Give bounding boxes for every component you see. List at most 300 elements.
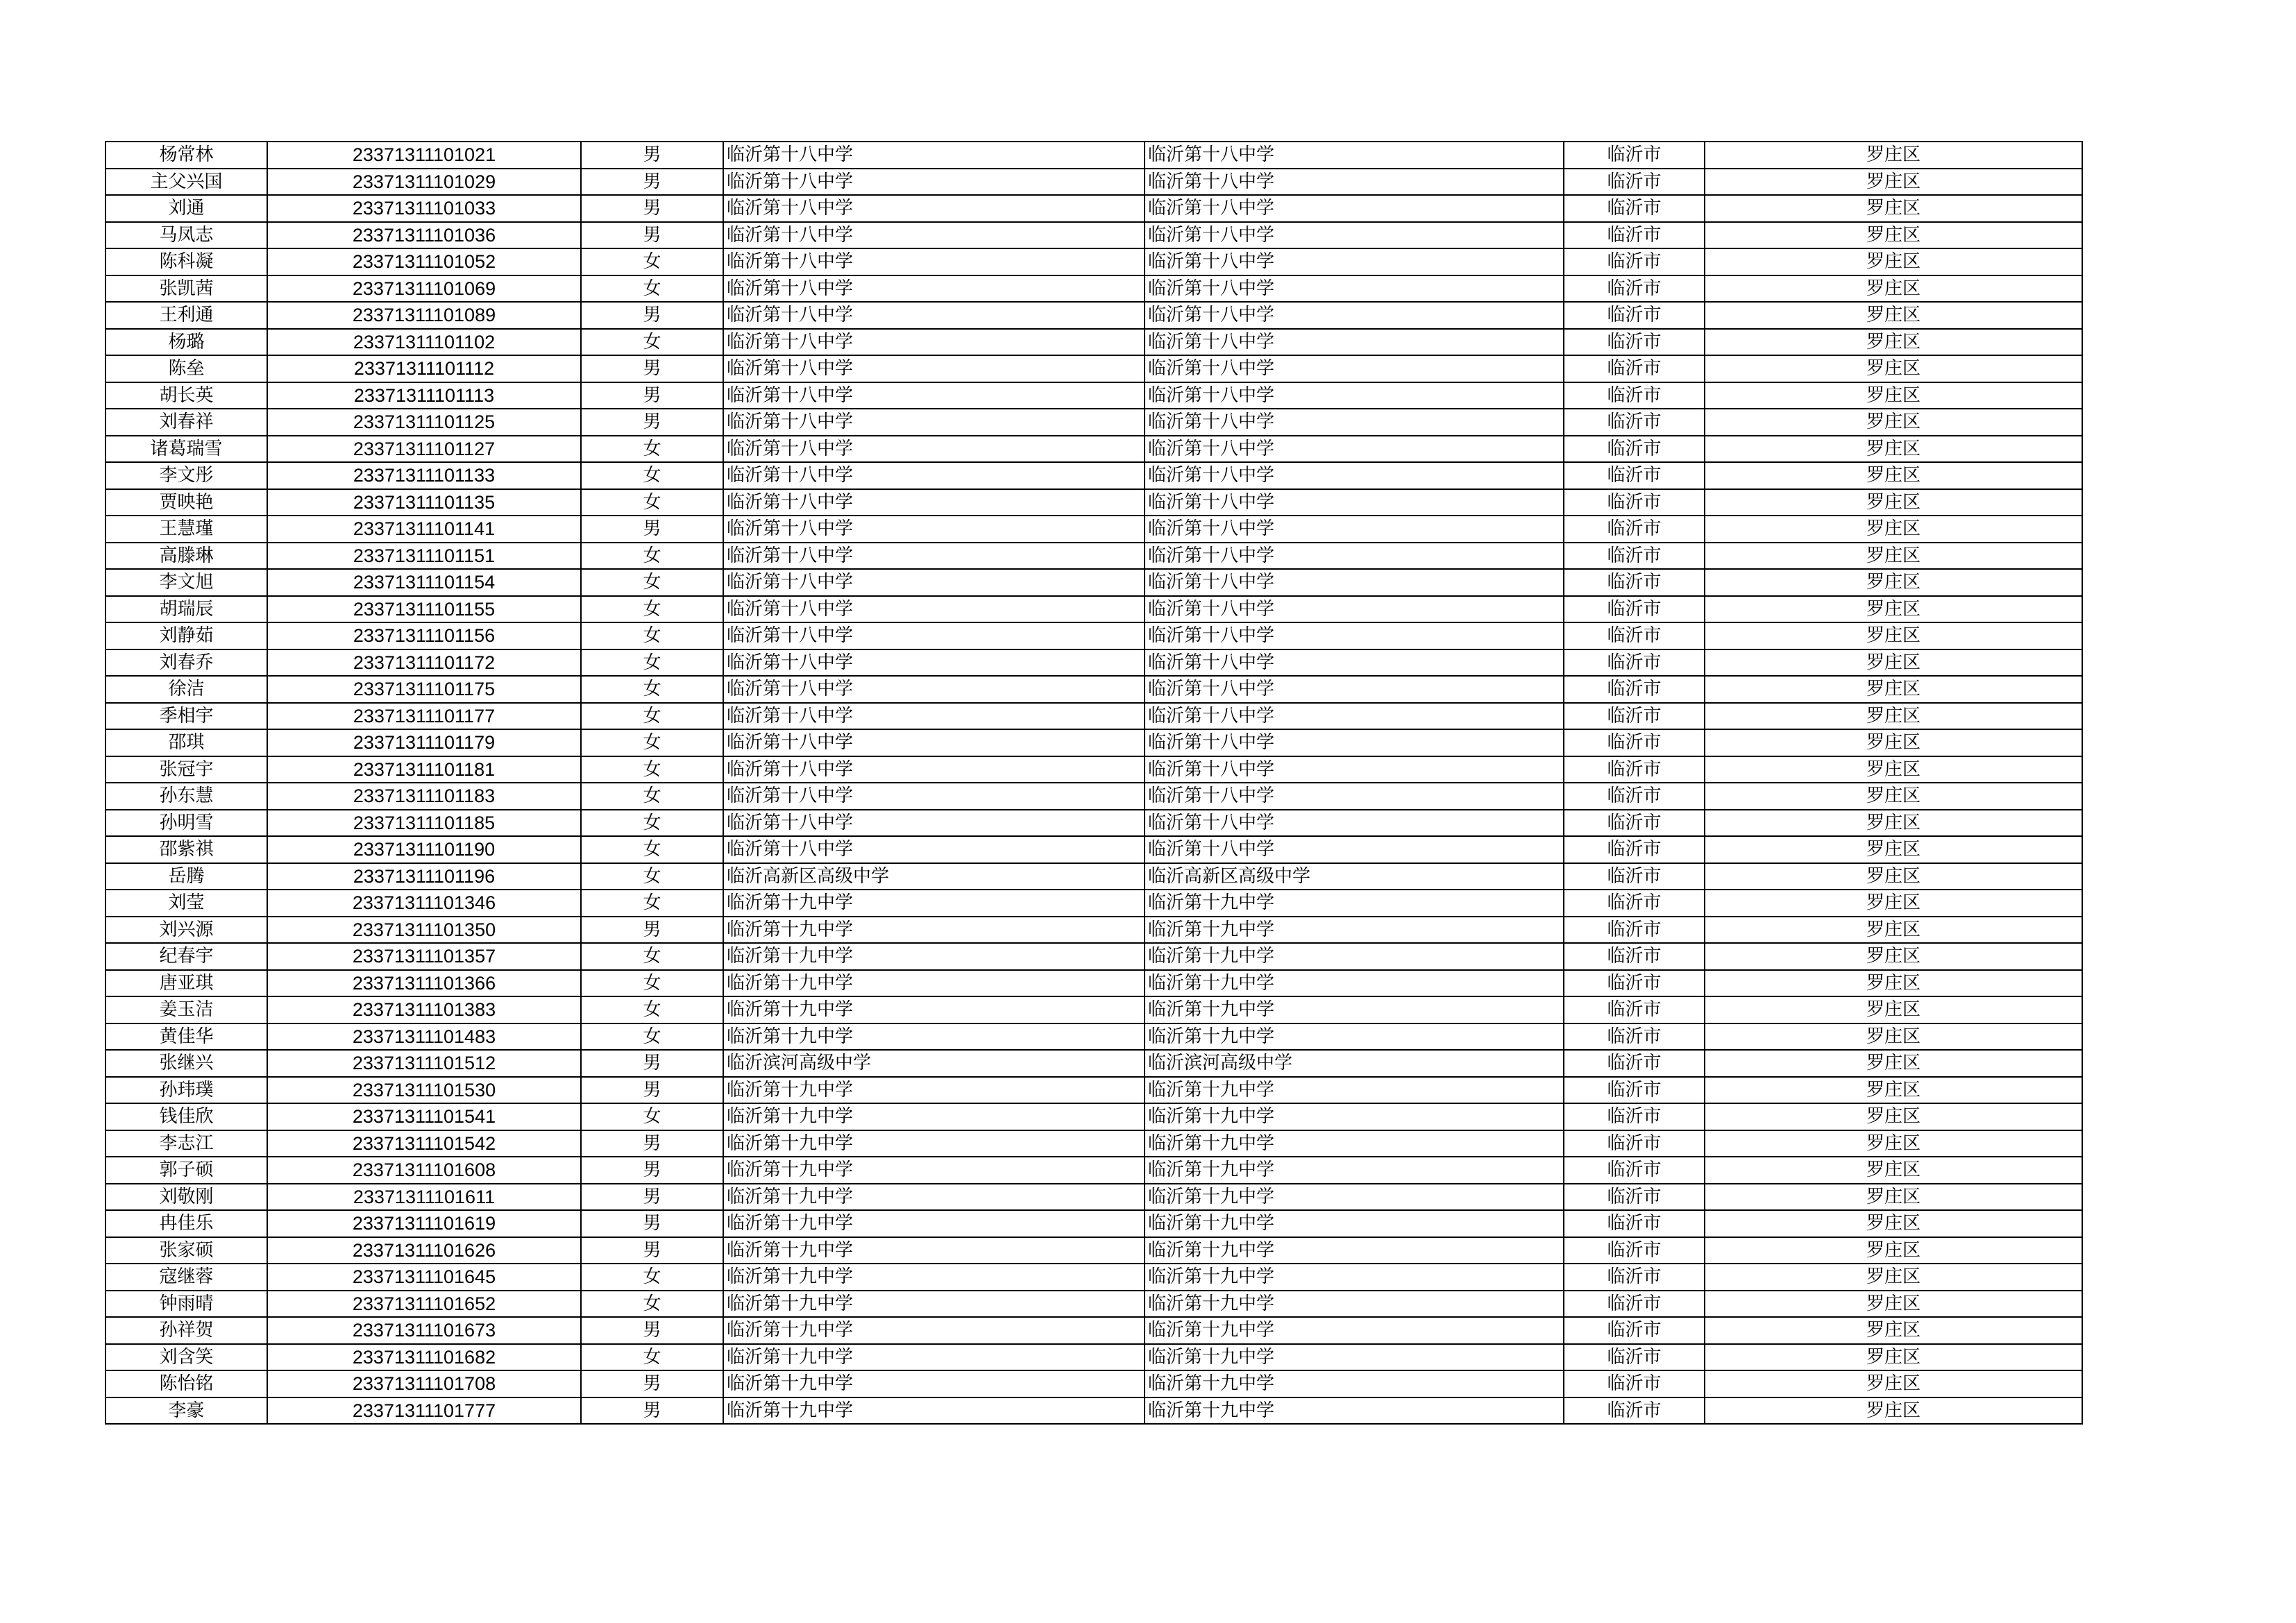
school-cell-2: 临沂第十八中学 [1145, 462, 1564, 489]
student-name-cell: 唐亚琪 [105, 970, 267, 997]
student-name-cell: 刘春祥 [105, 409, 267, 436]
school-cell-2: 临沂第十八中学 [1145, 836, 1564, 863]
table-row [105, 382, 2082, 409]
student-id-cell: 23371311101652 [267, 1291, 581, 1318]
city-cell: 临沂市 [1564, 1370, 1705, 1397]
student-id-cell: 23371311101102 [267, 329, 581, 356]
school-cell-2: 临沂第十八中学 [1145, 436, 1564, 463]
city-cell: 临沂市 [1564, 622, 1705, 649]
table-row [105, 436, 2082, 463]
table-row [105, 596, 2082, 623]
school-cell-2: 临沂第十八中学 [1145, 596, 1564, 623]
table-row [105, 1023, 2082, 1051]
school-cell: 临沂第十八中学 [723, 810, 1145, 837]
student-id-cell: 23371311101021 [267, 142, 581, 169]
table-row [105, 970, 2082, 997]
student-id-cell: 23371311101151 [267, 543, 581, 570]
school-cell: 临沂第十九中学 [723, 917, 1145, 944]
student-name-cell: 张冠宇 [105, 756, 267, 783]
school-cell-2: 临沂第十九中学 [1145, 1184, 1564, 1211]
school-cell: 临沂第十八中学 [723, 462, 1145, 489]
gender-cell: 女 [581, 1023, 723, 1051]
gender-cell: 女 [581, 1344, 723, 1371]
gender-cell: 男 [581, 222, 723, 249]
table-row [105, 1210, 2082, 1237]
city-cell: 临沂市 [1564, 943, 1705, 970]
district-cell: 罗庄区 [1705, 1023, 2082, 1051]
school-cell-2: 临沂第十九中学 [1145, 1130, 1564, 1157]
district-cell: 罗庄区 [1705, 329, 2082, 356]
district-cell: 罗庄区 [1705, 1050, 2082, 1077]
table-row [105, 329, 2082, 356]
city-cell: 临沂市 [1564, 996, 1705, 1023]
city-cell: 临沂市 [1564, 1344, 1705, 1371]
city-cell: 临沂市 [1564, 516, 1705, 543]
student-id-cell: 23371311101611 [267, 1184, 581, 1211]
school-cell-2: 临沂第十八中学 [1145, 355, 1564, 382]
city-cell: 临沂市 [1564, 169, 1705, 196]
gender-cell: 男 [581, 516, 723, 543]
table-row [105, 1264, 2082, 1291]
table-row [105, 195, 2082, 222]
district-cell: 罗庄区 [1705, 1291, 2082, 1318]
district-cell: 罗庄区 [1705, 222, 2082, 249]
student-id-cell: 23371311101483 [267, 1023, 581, 1051]
table-row [105, 996, 2082, 1023]
table-row [105, 890, 2082, 917]
district-cell: 罗庄区 [1705, 462, 2082, 489]
school-cell: 临沂第十八中学 [723, 836, 1145, 863]
school-cell: 临沂第十八中学 [723, 222, 1145, 249]
school-cell: 临沂第十八中学 [723, 569, 1145, 596]
student-name-cell: 寇继蓉 [105, 1264, 267, 1291]
school-cell-2: 临沂第十九中学 [1145, 1023, 1564, 1051]
gender-cell: 女 [581, 329, 723, 356]
school-cell: 临沂第十八中学 [723, 729, 1145, 756]
district-cell: 罗庄区 [1705, 169, 2082, 196]
school-cell: 临沂第十八中学 [723, 676, 1145, 703]
table-row [105, 836, 2082, 863]
city-cell: 临沂市 [1564, 863, 1705, 890]
gender-cell: 男 [581, 142, 723, 169]
school-cell: 临沂第十八中学 [723, 409, 1145, 436]
gender-cell: 女 [581, 756, 723, 783]
table-row [105, 1077, 2082, 1104]
student-name-cell: 刘通 [105, 195, 267, 222]
gender-cell: 女 [581, 275, 723, 303]
school-cell: 临沂第十八中学 [723, 142, 1145, 169]
student-id-cell: 23371311101183 [267, 783, 581, 810]
gender-cell: 女 [581, 676, 723, 703]
school-cell: 临沂第十八中学 [723, 382, 1145, 409]
gender-cell: 女 [581, 649, 723, 677]
gender-cell: 女 [581, 1291, 723, 1318]
school-cell: 临沂第十九中学 [723, 1237, 1145, 1264]
city-cell: 临沂市 [1564, 1103, 1705, 1130]
school-cell-2: 临沂第十八中学 [1145, 676, 1564, 703]
student-name-cell: 王慧瑾 [105, 516, 267, 543]
school-cell-2: 临沂第十九中学 [1145, 917, 1564, 944]
city-cell: 临沂市 [1564, 1397, 1705, 1425]
school-cell-2: 临沂第十八中学 [1145, 729, 1564, 756]
gender-cell: 男 [581, 1130, 723, 1157]
school-cell: 临沂第十八中学 [723, 302, 1145, 329]
school-cell-2: 临沂第十八中学 [1145, 810, 1564, 837]
gender-cell: 男 [581, 1050, 723, 1077]
table-row [105, 729, 2082, 756]
district-cell: 罗庄区 [1705, 1344, 2082, 1371]
student-name-cell: 杨常林 [105, 142, 267, 169]
school-cell: 临沂第十九中学 [723, 970, 1145, 997]
student-id-cell: 23371311101350 [267, 917, 581, 944]
district-cell: 罗庄区 [1705, 382, 2082, 409]
city-cell: 临沂市 [1564, 756, 1705, 783]
district-cell: 罗庄区 [1705, 1317, 2082, 1344]
gender-cell: 女 [581, 863, 723, 890]
school-cell-2: 临沂第十九中学 [1145, 1237, 1564, 1264]
student-name-cell: 孙明雪 [105, 810, 267, 837]
student-table [105, 141, 2083, 1425]
school-cell: 临沂第十八中学 [723, 275, 1145, 303]
city-cell: 临沂市 [1564, 810, 1705, 837]
school-cell: 临沂第十九中学 [723, 1370, 1145, 1397]
table-row [105, 783, 2082, 810]
city-cell: 临沂市 [1564, 1077, 1705, 1104]
school-cell-2: 临沂第十八中学 [1145, 382, 1564, 409]
district-cell: 罗庄区 [1705, 1077, 2082, 1104]
school-cell: 临沂第十九中学 [723, 1397, 1145, 1425]
city-cell: 临沂市 [1564, 1050, 1705, 1077]
table-row [105, 1130, 2082, 1157]
student-id-cell: 23371311101682 [267, 1344, 581, 1371]
gender-cell: 女 [581, 436, 723, 463]
school-cell: 临沂第十八中学 [723, 169, 1145, 196]
student-name-cell: 李豪 [105, 1397, 267, 1425]
school-cell: 临沂第十九中学 [723, 1317, 1145, 1344]
gender-cell: 女 [581, 543, 723, 570]
city-cell: 临沂市 [1564, 1210, 1705, 1237]
gender-cell: 男 [581, 1184, 723, 1211]
district-cell: 罗庄区 [1705, 1157, 2082, 1184]
student-id-cell: 23371311101113 [267, 382, 581, 409]
student-id-cell: 23371311101069 [267, 275, 581, 303]
gender-cell: 女 [581, 729, 723, 756]
student-name-cell: 岳腾 [105, 863, 267, 890]
school-cell-2: 临沂第十九中学 [1145, 1103, 1564, 1130]
student-name-cell: 马凤志 [105, 222, 267, 249]
student-id-cell: 23371311101181 [267, 756, 581, 783]
school-cell-2: 临沂第十九中学 [1145, 943, 1564, 970]
student-id-cell: 23371311101112 [267, 355, 581, 382]
student-name-cell: 冉佳乐 [105, 1210, 267, 1237]
school-cell-2: 临沂第十八中学 [1145, 329, 1564, 356]
district-cell: 罗庄区 [1705, 1370, 2082, 1397]
table-row [105, 1237, 2082, 1264]
student-name-cell: 贾映艳 [105, 489, 267, 516]
school-cell: 临沂第十八中学 [723, 756, 1145, 783]
student-name-cell: 张家硕 [105, 1237, 267, 1264]
table-row [105, 142, 2082, 169]
table-row [105, 355, 2082, 382]
gender-cell: 女 [581, 248, 723, 275]
student-name-cell: 陈怡铭 [105, 1370, 267, 1397]
district-cell: 罗庄区 [1705, 596, 2082, 623]
city-cell: 临沂市 [1564, 1264, 1705, 1291]
student-name-cell: 邵琪 [105, 729, 267, 756]
student-name-cell: 李志江 [105, 1130, 267, 1157]
student-id-cell: 23371311101512 [267, 1050, 581, 1077]
gender-cell: 女 [581, 890, 723, 917]
school-cell: 临沂第十八中学 [723, 248, 1145, 275]
school-cell: 临沂第十九中学 [723, 890, 1145, 917]
school-cell-2: 临沂第十八中学 [1145, 275, 1564, 303]
district-cell: 罗庄区 [1705, 195, 2082, 222]
student-id-cell: 23371311101172 [267, 649, 581, 677]
school-cell-2: 临沂第十九中学 [1145, 1370, 1564, 1397]
student-name-cell: 钟雨晴 [105, 1291, 267, 1318]
gender-cell: 女 [581, 1264, 723, 1291]
student-id-cell: 23371311101366 [267, 970, 581, 997]
district-cell: 罗庄区 [1705, 863, 2082, 890]
city-cell: 临沂市 [1564, 248, 1705, 275]
city-cell: 临沂市 [1564, 676, 1705, 703]
gender-cell: 女 [581, 703, 723, 730]
school-cell: 临沂第十九中学 [723, 1103, 1145, 1130]
district-cell: 罗庄区 [1705, 1237, 2082, 1264]
city-cell: 临沂市 [1564, 1291, 1705, 1318]
table-row [105, 622, 2082, 649]
student-id-cell: 23371311101135 [267, 489, 581, 516]
table-row [105, 943, 2082, 970]
school-cell: 临沂第十九中学 [723, 1077, 1145, 1104]
district-cell: 罗庄区 [1705, 622, 2082, 649]
district-cell: 罗庄区 [1705, 970, 2082, 997]
school-cell: 临沂第十八中学 [723, 649, 1145, 677]
city-cell: 临沂市 [1564, 836, 1705, 863]
city-cell: 临沂市 [1564, 142, 1705, 169]
student-id-cell: 23371311101036 [267, 222, 581, 249]
school-cell: 临沂第十九中学 [723, 996, 1145, 1023]
city-cell: 临沂市 [1564, 729, 1705, 756]
student-id-cell: 23371311101346 [267, 890, 581, 917]
school-cell-2: 临沂第十八中学 [1145, 222, 1564, 249]
gender-cell: 男 [581, 355, 723, 382]
student-id-cell: 23371311101089 [267, 302, 581, 329]
gender-cell: 男 [581, 1077, 723, 1104]
student-name-cell: 刘含笑 [105, 1344, 267, 1371]
school-cell: 临沂第十八中学 [723, 783, 1145, 810]
student-name-cell: 邵紫祺 [105, 836, 267, 863]
student-id-cell: 23371311101154 [267, 569, 581, 596]
student-name-cell: 高滕琳 [105, 543, 267, 570]
student-id-cell: 23371311101185 [267, 810, 581, 837]
district-cell: 罗庄区 [1705, 543, 2082, 570]
school-cell: 临沂第十八中学 [723, 195, 1145, 222]
gender-cell: 男 [581, 1397, 723, 1425]
student-name-cell: 陈科凝 [105, 248, 267, 275]
district-cell: 罗庄区 [1705, 1397, 2082, 1425]
table-body [105, 142, 2082, 1424]
school-cell-2: 临沂第十九中学 [1145, 970, 1564, 997]
gender-cell: 男 [581, 1210, 723, 1237]
student-name-cell: 纪春宇 [105, 943, 267, 970]
school-cell: 临沂第十八中学 [723, 543, 1145, 570]
district-cell: 罗庄区 [1705, 1130, 2082, 1157]
table-row [105, 917, 2082, 944]
table-row [105, 302, 2082, 329]
school-cell-2: 临沂高新区高级中学 [1145, 863, 1564, 890]
student-name-cell: 姜玉洁 [105, 996, 267, 1023]
student-name-cell: 季相宇 [105, 703, 267, 730]
district-cell: 罗庄区 [1705, 355, 2082, 382]
school-cell: 临沂第十八中学 [723, 516, 1145, 543]
school-cell: 临沂第十九中学 [723, 1291, 1145, 1318]
city-cell: 临沂市 [1564, 355, 1705, 382]
gender-cell: 女 [581, 489, 723, 516]
student-name-cell: 孙玮璞 [105, 1077, 267, 1104]
table-row [105, 489, 2082, 516]
district-cell: 罗庄区 [1705, 436, 2082, 463]
student-name-cell: 刘春乔 [105, 649, 267, 677]
district-cell: 罗庄区 [1705, 275, 2082, 303]
table-row [105, 1397, 2082, 1425]
city-cell: 临沂市 [1564, 703, 1705, 730]
district-cell: 罗庄区 [1705, 810, 2082, 837]
student-name-cell: 杨璐 [105, 329, 267, 356]
gender-cell: 男 [581, 195, 723, 222]
school-cell-2: 临沂滨河高级中学 [1145, 1050, 1564, 1077]
district-cell: 罗庄区 [1705, 569, 2082, 596]
school-cell: 临沂第十八中学 [723, 329, 1145, 356]
gender-cell: 男 [581, 1157, 723, 1184]
city-cell: 临沂市 [1564, 302, 1705, 329]
city-cell: 临沂市 [1564, 596, 1705, 623]
table-row [105, 169, 2082, 196]
city-cell: 临沂市 [1564, 917, 1705, 944]
district-cell: 罗庄区 [1705, 756, 2082, 783]
school-cell-2: 临沂第十九中学 [1145, 1344, 1564, 1371]
school-cell: 临沂第十九中学 [723, 1184, 1145, 1211]
gender-cell: 男 [581, 169, 723, 196]
student-id-cell: 23371311101357 [267, 943, 581, 970]
student-id-cell: 23371311101127 [267, 436, 581, 463]
table-row [105, 1184, 2082, 1211]
school-cell-2: 临沂第十八中学 [1145, 195, 1564, 222]
gender-cell: 女 [581, 970, 723, 997]
city-cell: 临沂市 [1564, 890, 1705, 917]
student-id-cell: 23371311101052 [267, 248, 581, 275]
gender-cell: 女 [581, 836, 723, 863]
student-name-cell: 刘莹 [105, 890, 267, 917]
table-row [105, 275, 2082, 303]
district-cell: 罗庄区 [1705, 649, 2082, 677]
city-cell: 临沂市 [1564, 436, 1705, 463]
school-cell-2: 临沂第十九中学 [1145, 1397, 1564, 1425]
student-name-cell: 刘静茹 [105, 622, 267, 649]
student-id-cell: 23371311101608 [267, 1157, 581, 1184]
table-row [105, 462, 2082, 489]
table-row [105, 1317, 2082, 1344]
city-cell: 临沂市 [1564, 489, 1705, 516]
student-name-cell: 王利通 [105, 302, 267, 329]
school-cell-2: 临沂第十八中学 [1145, 622, 1564, 649]
school-cell: 临沂第十八中学 [723, 355, 1145, 382]
city-cell: 临沂市 [1564, 543, 1705, 570]
table-row [105, 222, 2082, 249]
student-id-cell: 23371311101156 [267, 622, 581, 649]
table-row [105, 516, 2082, 543]
table-row [105, 1344, 2082, 1371]
table-row [105, 703, 2082, 730]
city-cell: 临沂市 [1564, 970, 1705, 997]
student-name-cell: 钱佳欣 [105, 1103, 267, 1130]
district-cell: 罗庄区 [1705, 1184, 2082, 1211]
gender-cell: 女 [581, 783, 723, 810]
gender-cell: 男 [581, 1317, 723, 1344]
city-cell: 临沂市 [1564, 1237, 1705, 1264]
student-id-cell: 23371311101141 [267, 516, 581, 543]
student-id-cell: 23371311101033 [267, 195, 581, 222]
student-id-cell: 23371311101619 [267, 1210, 581, 1237]
school-cell-2: 临沂第十八中学 [1145, 569, 1564, 596]
city-cell: 临沂市 [1564, 1317, 1705, 1344]
district-cell: 罗庄区 [1705, 142, 2082, 169]
gender-cell: 男 [581, 1370, 723, 1397]
school-cell: 临沂第十八中学 [723, 489, 1145, 516]
gender-cell: 男 [581, 302, 723, 329]
table-row [105, 1050, 2082, 1077]
student-name-cell: 李文彤 [105, 462, 267, 489]
gender-cell: 男 [581, 1237, 723, 1264]
district-cell: 罗庄区 [1705, 516, 2082, 543]
school-cell-2: 临沂第十八中学 [1145, 649, 1564, 677]
school-cell: 临沂滨河高级中学 [723, 1050, 1145, 1077]
city-cell: 临沂市 [1564, 195, 1705, 222]
district-cell: 罗庄区 [1705, 409, 2082, 436]
gender-cell: 男 [581, 382, 723, 409]
school-cell: 临沂第十八中学 [723, 436, 1145, 463]
school-cell: 临沂第十九中学 [723, 1264, 1145, 1291]
gender-cell: 女 [581, 943, 723, 970]
student-id-cell: 23371311101708 [267, 1370, 581, 1397]
gender-cell: 女 [581, 996, 723, 1023]
city-cell: 临沂市 [1564, 1130, 1705, 1157]
city-cell: 临沂市 [1564, 329, 1705, 356]
gender-cell: 女 [581, 569, 723, 596]
city-cell: 临沂市 [1564, 275, 1705, 303]
table-row [105, 248, 2082, 275]
student-name-cell: 张继兴 [105, 1050, 267, 1077]
school-cell-2: 临沂第十八中学 [1145, 543, 1564, 570]
district-cell: 罗庄区 [1705, 703, 2082, 730]
district-cell: 罗庄区 [1705, 489, 2082, 516]
table-row [105, 676, 2082, 703]
school-cell-2: 临沂第十八中学 [1145, 489, 1564, 516]
student-name-cell: 刘敬刚 [105, 1184, 267, 1211]
gender-cell: 男 [581, 917, 723, 944]
school-cell-2: 临沂第十九中学 [1145, 1317, 1564, 1344]
table-row [105, 810, 2082, 837]
school-cell: 临沂第十九中学 [723, 1023, 1145, 1051]
table-row [105, 1370, 2082, 1397]
table-row [105, 543, 2082, 570]
school-cell: 临沂第十九中学 [723, 1210, 1145, 1237]
student-name-cell: 胡长英 [105, 382, 267, 409]
school-cell-2: 临沂第十八中学 [1145, 756, 1564, 783]
city-cell: 临沂市 [1564, 462, 1705, 489]
table-row [105, 649, 2082, 677]
district-cell: 罗庄区 [1705, 783, 2082, 810]
